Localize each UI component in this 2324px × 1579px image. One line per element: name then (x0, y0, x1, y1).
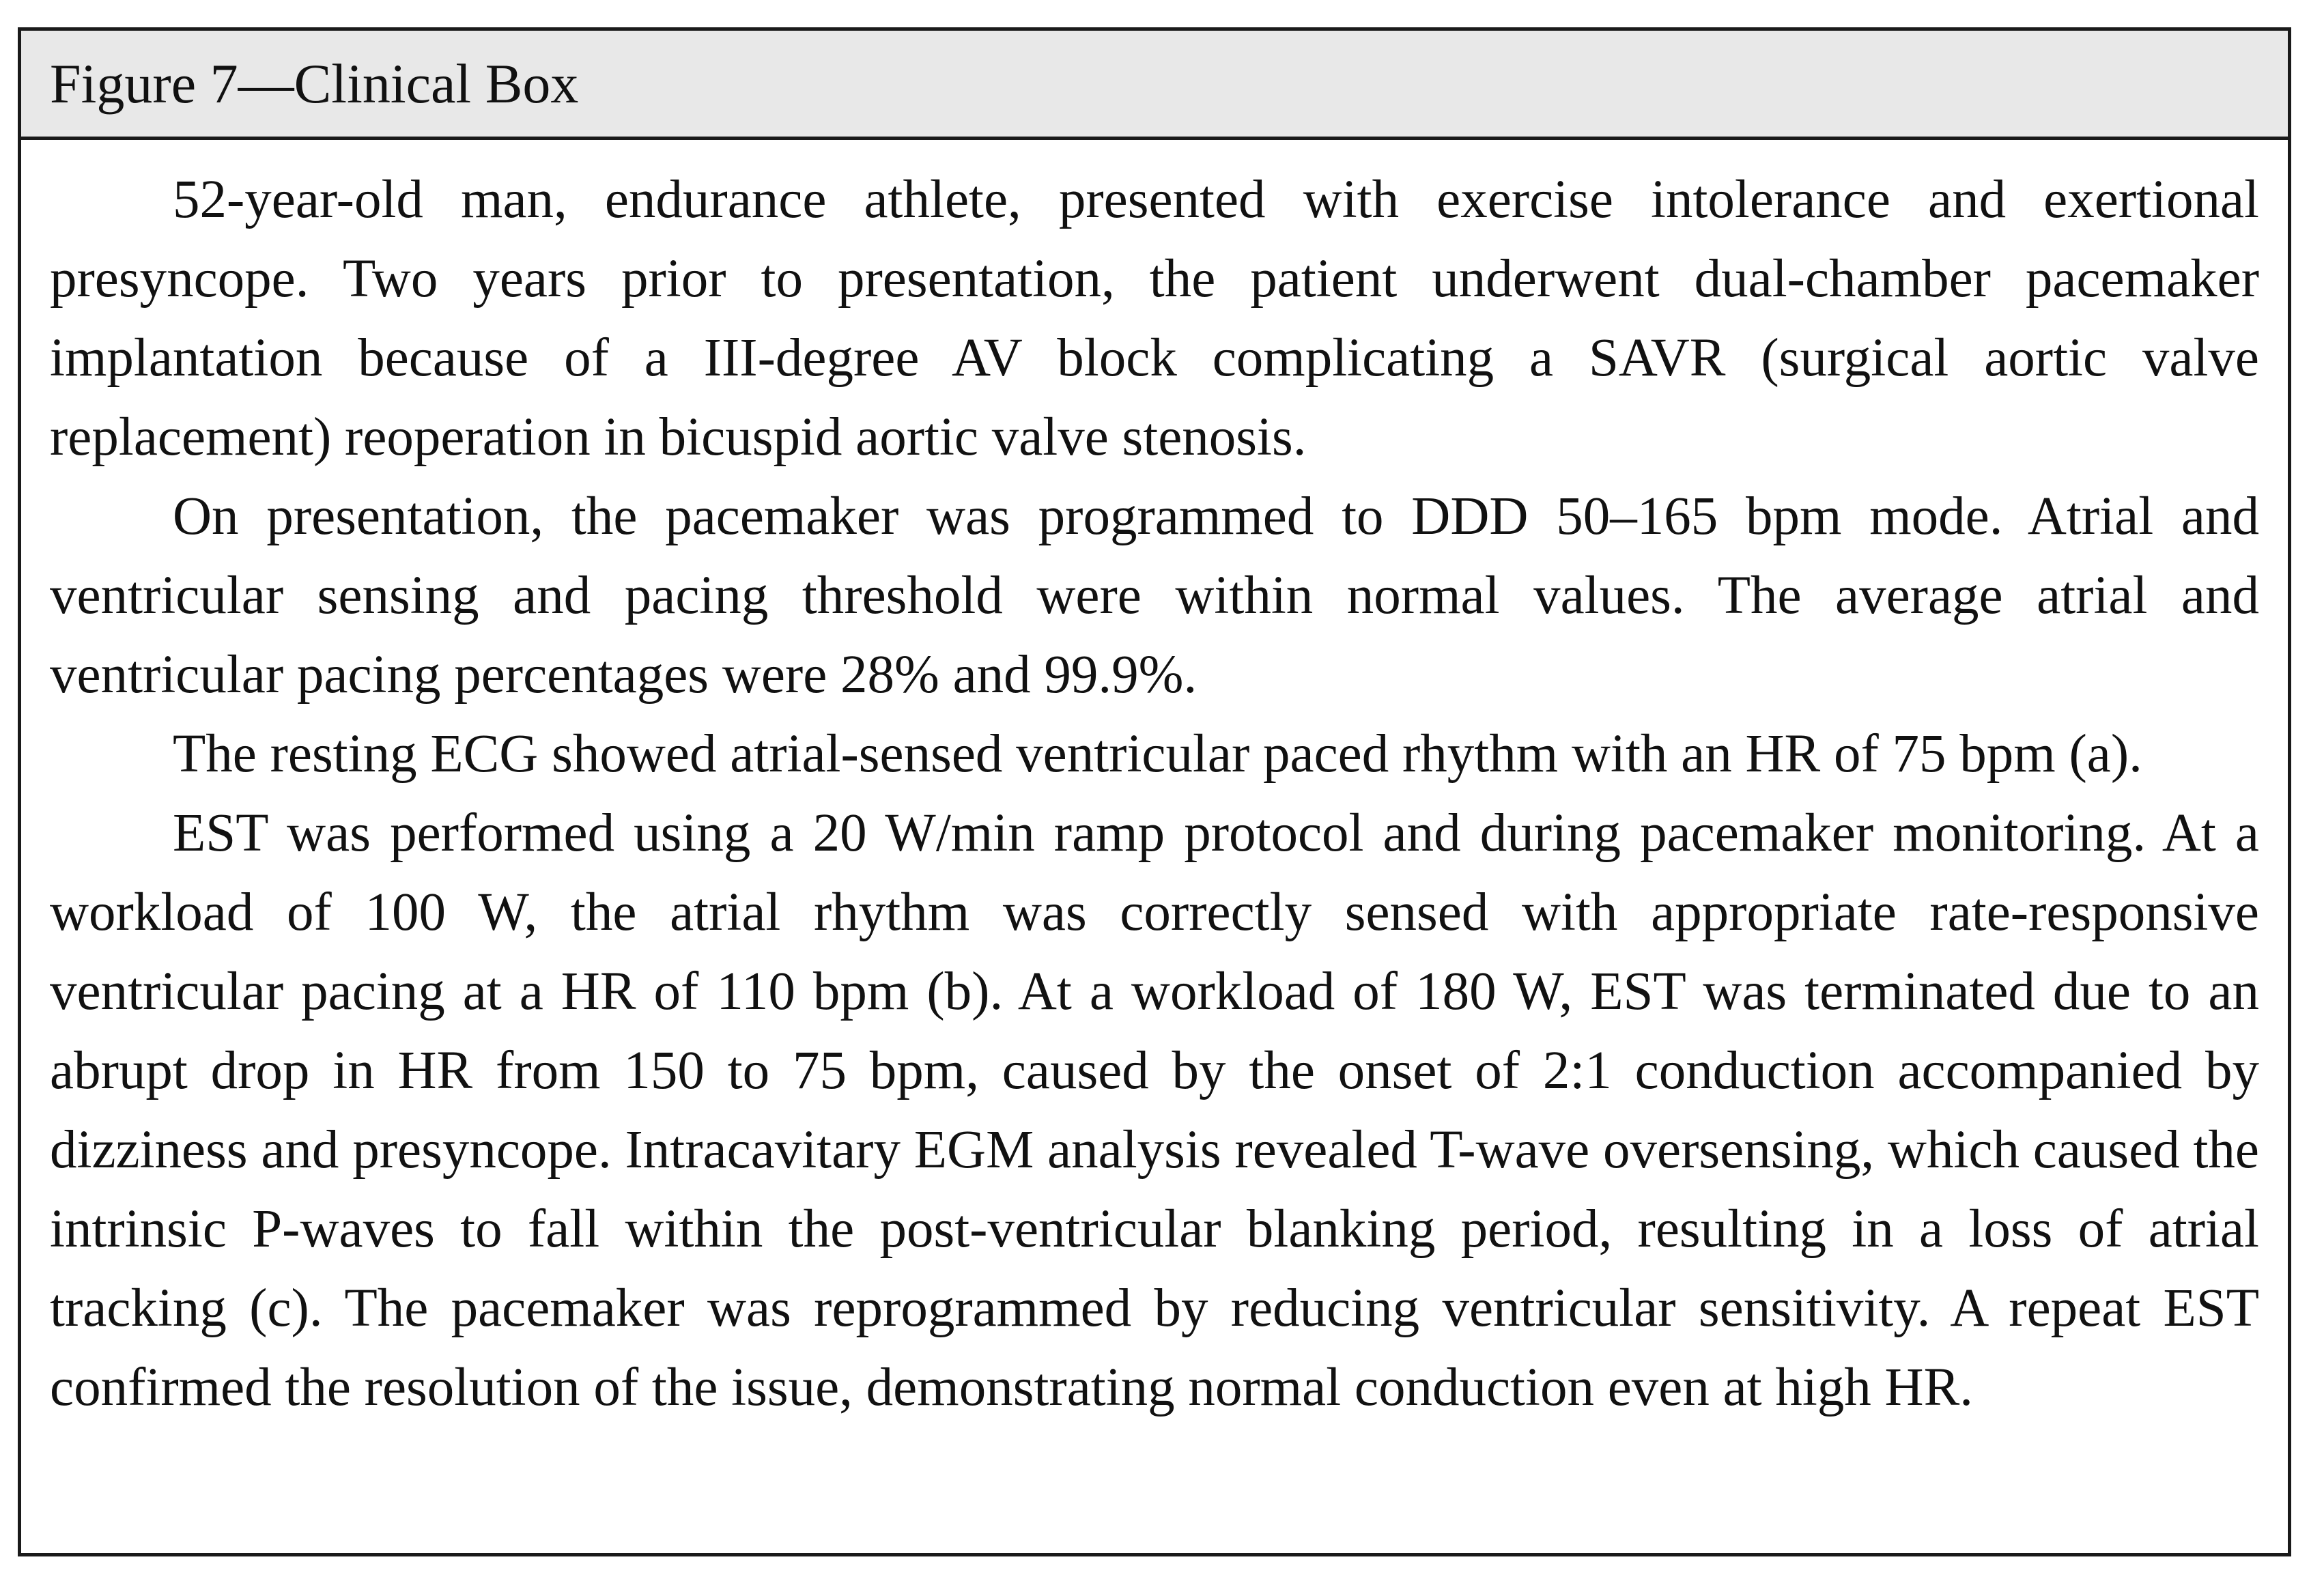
clinical-box (18, 27, 2291, 1556)
paragraph-pacemaker-settings: On presentation, the pacemaker was programmed to DDD 50–165 bpm mode. Atrial and ventricular sensing and pacing threshold were within normal values. The average atrial and ventricular pacing percentages were 28% and 99.9%. (50, 487, 2259, 705)
clinical-box-body (21, 140, 2288, 1427)
clinical-box-title: Figure 7—Clinical Box (21, 31, 2288, 140)
paragraph-resting-ecg: The resting ECG showed atrial-sensed ventricular paced rhythm with an HR of 75 bpm (a). (173, 724, 2142, 784)
paragraph-exercise-stress-test: EST was performed using a 20 W/min ramp protocol and during pacemaker monitoring. At a workload of 100 W, the atrial rhythm was correctly sensed with appropriate rate-responsive ventricular pacing at a HR of 110 bpm (b). At a workload of 180 W, EST was terminated due to an abrupt drop in HR from 150 to 75 bpm, caused by the onset of 2:1 conduction accompanied by dizziness and presyncope. Intracavitary EGM analysis revealed T-wave oversensing, which caused the intrinsic P-waves to fall within the post-ventricular blanking period, resulting in a loss of atrial tracking (c). The pacemaker was reprogrammed by reducing ventricular sensitivity. A repeat EST confirmed the resolution of the issue, demonstrating normal conduction even at high HR. (50, 803, 2259, 1417)
paragraph-patient-history: 52-year-old man, endurance athlete, presented with exercise intolerance and exertional presyncope. Two years prior to presentation, the patient underwent dual-chamber pacemaker implantation because of a III-degree AV block complicating a SAVR (surgical aortic valve replacement) reoperation in bicuspid aortic valve stenosis. (50, 170, 2259, 467)
